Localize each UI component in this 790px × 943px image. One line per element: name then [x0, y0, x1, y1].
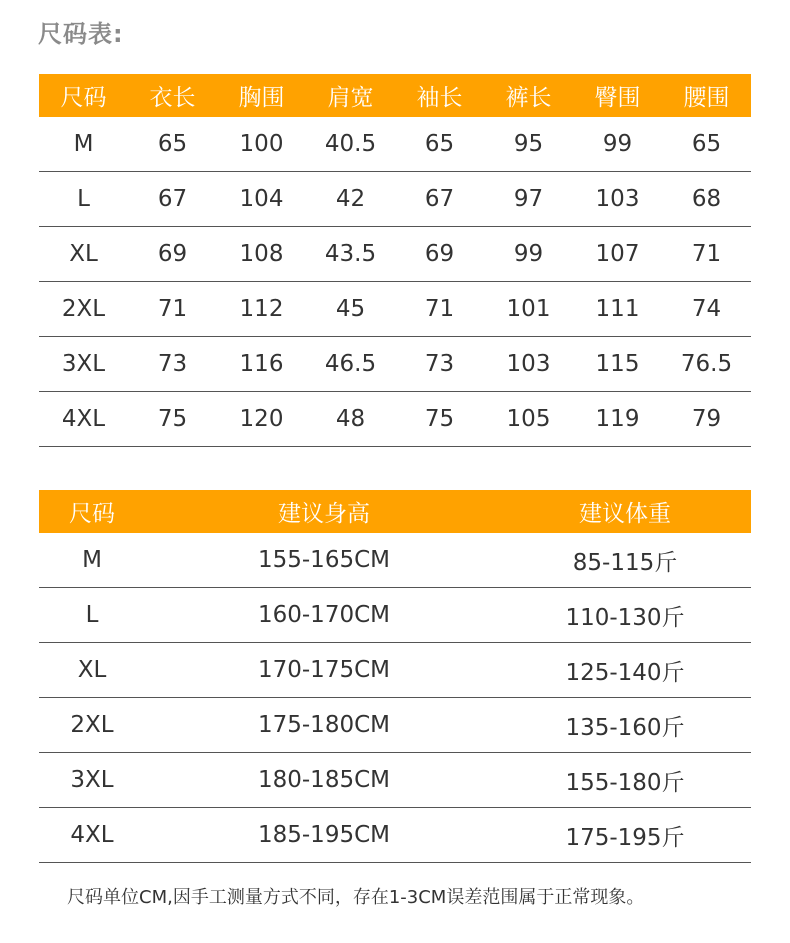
table-cell: 73 [395, 337, 484, 392]
table-row [39, 588, 751, 643]
table-cell: 48 [306, 392, 395, 447]
header-recommended-weight: 建议体重 [499, 490, 751, 533]
table-row [39, 698, 751, 753]
header-shoulder: 肩宽 [306, 74, 395, 117]
table-cell: 104 [217, 172, 306, 227]
table-cell: XL [39, 227, 128, 282]
header-waist: 腰围 [662, 74, 751, 117]
table-cell: 71 [395, 282, 484, 337]
table-row [39, 643, 751, 698]
size-recommendation-table [39, 490, 751, 863]
header-chest: 胸围 [217, 74, 306, 117]
table-cell: 71 [662, 227, 751, 282]
table-cell: 101 [484, 282, 573, 337]
table-cell: 125-140斤 [499, 643, 751, 698]
table-row [39, 172, 751, 227]
page-title: 尺码表: [38, 20, 124, 48]
table-cell: 107 [573, 227, 662, 282]
table-cell: 185-195CM [149, 808, 499, 863]
table-cell: 105 [484, 392, 573, 447]
header-size: 尺码 [39, 490, 149, 533]
table-cell: 112 [217, 282, 306, 337]
table-cell: 67 [128, 172, 217, 227]
table-cell: 42 [306, 172, 395, 227]
table-cell: 135-160斤 [499, 698, 751, 753]
table-row [39, 392, 751, 447]
header-pants-length: 裤长 [484, 74, 573, 117]
table-cell: 74 [662, 282, 751, 337]
table-cell: 111 [573, 282, 662, 337]
table-cell: 79 [662, 392, 751, 447]
table-cell: L [39, 172, 128, 227]
table-cell: 119 [573, 392, 662, 447]
header-size: 尺码 [39, 74, 128, 117]
table-cell: 97 [484, 172, 573, 227]
table-cell: 99 [573, 117, 662, 172]
table-cell: M [39, 533, 149, 588]
table-cell: 2XL [39, 282, 128, 337]
table-cell: 108 [217, 227, 306, 282]
table-cell: 99 [484, 227, 573, 282]
table-cell: 71 [128, 282, 217, 337]
table-cell: 175-195斤 [499, 808, 751, 863]
table-row [39, 808, 751, 863]
header-hip: 臀围 [573, 74, 662, 117]
table-cell: M [39, 117, 128, 172]
header-length: 衣长 [128, 74, 217, 117]
table-cell: 116 [217, 337, 306, 392]
table-row [39, 533, 751, 588]
table-cell: 46.5 [306, 337, 395, 392]
table-cell: XL [39, 643, 149, 698]
table-row [39, 282, 751, 337]
header-sleeve: 袖长 [395, 74, 484, 117]
table-cell: L [39, 588, 149, 643]
table-cell: 95 [484, 117, 573, 172]
table-cell: 3XL [39, 337, 128, 392]
table-cell: 2XL [39, 698, 149, 753]
table-cell: 73 [128, 337, 217, 392]
table-cell: 4XL [39, 392, 128, 447]
table-cell: 160-170CM [149, 588, 499, 643]
table-row [39, 117, 751, 172]
table-cell: 75 [128, 392, 217, 447]
table-cell: 103 [484, 337, 573, 392]
table-cell: 180-185CM [149, 753, 499, 808]
table-cell: 45 [306, 282, 395, 337]
table-header-row [39, 74, 751, 117]
table-cell: 4XL [39, 808, 149, 863]
table-cell: 115 [573, 337, 662, 392]
table-row [39, 337, 751, 392]
table-cell: 120 [217, 392, 306, 447]
table-cell: 40.5 [306, 117, 395, 172]
table-row [39, 227, 751, 282]
table-cell: 43.5 [306, 227, 395, 282]
table-header-row [39, 490, 751, 533]
table-cell: 3XL [39, 753, 149, 808]
table-cell: 85-115斤 [499, 533, 751, 588]
table-cell: 65 [662, 117, 751, 172]
size-measurement-table [39, 74, 751, 447]
header-recommended-height: 建议身高 [149, 490, 499, 533]
table-cell: 65 [395, 117, 484, 172]
table-cell: 76.5 [662, 337, 751, 392]
table-cell: 155-180斤 [499, 753, 751, 808]
table-cell: 68 [662, 172, 751, 227]
table-cell: 155-165CM [149, 533, 499, 588]
measurement-note: 尺码单位CM,因手工测量方式不同，存在1-3CM误差范围属于正常现象。 [67, 887, 645, 908]
table-cell: 69 [128, 227, 217, 282]
table-cell: 75 [395, 392, 484, 447]
table-cell: 65 [128, 117, 217, 172]
table-cell: 170-175CM [149, 643, 499, 698]
table-row [39, 753, 751, 808]
table-cell: 67 [395, 172, 484, 227]
table-cell: 175-180CM [149, 698, 499, 753]
table-cell: 100 [217, 117, 306, 172]
table-cell: 103 [573, 172, 662, 227]
table-cell: 110-130斤 [499, 588, 751, 643]
table-cell: 69 [395, 227, 484, 282]
